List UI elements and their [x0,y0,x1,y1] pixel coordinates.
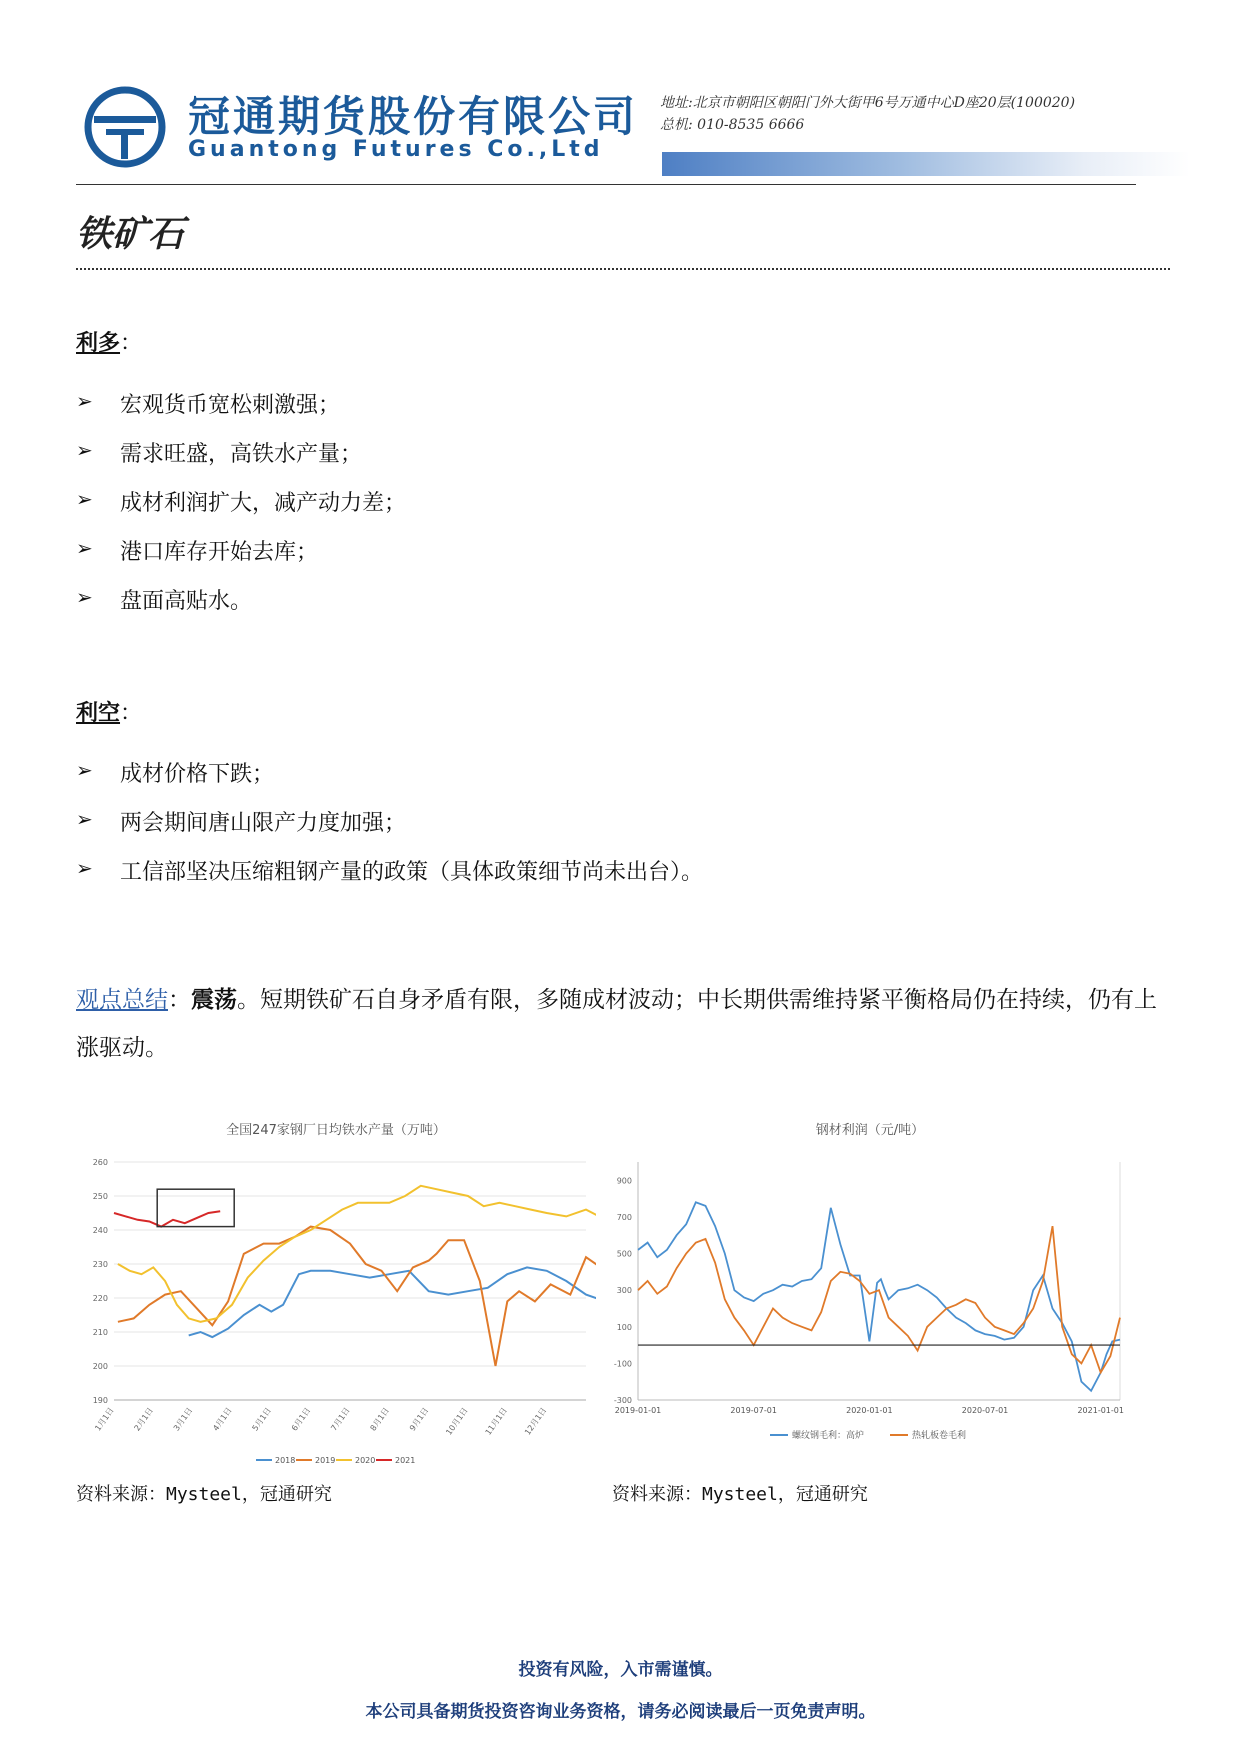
list-item-text: 盘面高贴水。 [120,589,253,614]
list-item [76,855,703,904]
legend-label: 2021 [395,1456,416,1465]
arrow-bullet-icon: ➢ [76,856,93,880]
dotted-divider [76,268,1170,270]
x-tick-label: 4月1日 [211,1405,234,1433]
y-tick-label: 260 [92,1158,108,1167]
y-tick-label: 190 [92,1396,108,1405]
y-tick-label: 230 [92,1260,108,1269]
bearish-list [76,757,703,904]
y-tick-label: 500 [616,1249,632,1259]
chart-title: 钢材利润（元/吨） [815,1123,925,1138]
y-tick-label: 250 [92,1192,108,1201]
phone: 总机: 010-8535 6666 [660,117,805,133]
disclaimer-note: 本公司具备期货投资咨询业务资格，请务必阅读最后一页免责声明。 [365,1702,876,1722]
x-tick-label: 2020-07-01 [961,1406,1009,1415]
list-item [76,486,406,535]
x-tick-label: 3月1日 [171,1405,195,1433]
section-title: 铁矿石 [76,213,185,255]
legend-label: 热轧板卷毛利 [912,1431,967,1441]
x-tick-label: 2月1日 [132,1405,155,1433]
y-tick-label: 100 [616,1322,632,1332]
list-item-text: 港口库存开始去库； [120,540,319,565]
source-right: 资料来源：Mysteel，冠通研究 [612,1484,868,1505]
y-tick-label: 220 [92,1294,108,1303]
contact-info [660,92,1075,136]
chart-title: 全国247家钢厂日均铁水产量（万吨） [226,1123,446,1138]
x-tick-label: 2019-01-01 [614,1406,662,1415]
legend-label: 螺纹钢毛利：高炉 [792,1431,865,1441]
y-tick-label: -100 [613,1359,632,1369]
bullish-heading-label: 利多 [76,330,121,356]
list-item [76,584,406,633]
summary-colon: ： [168,987,191,1013]
iron-output-chart [76,1110,596,1470]
x-tick-label: 8月1日 [368,1405,391,1433]
x-tick-label: 12月1日 [522,1405,549,1437]
arrow-bullet-icon: ➢ [76,536,93,560]
list-item-text: 成材价格下跌； [120,762,275,787]
summary-label: 观点总结 [76,987,168,1013]
list-item-text: 成材利润扩大，减产动力差； [120,491,407,516]
company-logo [84,86,166,168]
arrow-bullet-icon: ➢ [76,487,93,511]
summary-verdict: 震荡 [191,986,237,1013]
company-name-en: Guantong Futures Co.,Ltd [188,137,604,162]
source-left: 资料来源：Mysteel，冠通研究 [76,1484,332,1505]
address: 地址:北京市朝阳区朝阳门外大街甲6号万通中心D座20层(100020) [660,95,1076,111]
arrow-bullet-icon: ➢ [76,438,93,462]
header-gradient-bar [662,152,1190,176]
x-tick-label: 1月1日 [93,1405,116,1433]
series-line-2021 [114,1211,220,1226]
summary-text: 。短期铁矿石自身矛盾有限，多随成材波动；中长期供需维持紧平衡格局仍在持续，仍有上涨驱动。 [76,987,1157,1061]
x-tick-label: 11月1日 [483,1405,509,1437]
steel-profit-chart [600,1110,1140,1470]
legend-label: 2018 [275,1456,296,1465]
arrow-bullet-icon: ➢ [76,389,93,413]
list-item [76,806,703,855]
x-tick-label: 7月1日 [329,1405,352,1433]
y-tick-label: 240 [92,1226,108,1235]
bearish-heading-colon: ： [120,701,143,726]
highlight-box [157,1189,234,1226]
header-divider [76,184,1136,185]
bullish-heading [76,326,142,357]
bearish-heading-label: 利空 [76,700,121,726]
x-tick-label: 2019-07-01 [730,1406,777,1415]
list-item [76,757,703,806]
y-tick-label: 700 [616,1212,632,1222]
y-tick-label: 300 [616,1286,632,1296]
list-item-text: 两会期间唐山限产力度加强； [120,811,407,836]
company-name-cn: 冠通期货股份有限公司 [188,92,639,141]
series-line-2019 [118,1227,596,1366]
bullish-heading-colon: ： [120,331,143,356]
y-tick-label: -300 [613,1396,632,1405]
x-tick-label: 2021-01-01 [1077,1406,1124,1415]
x-tick-label: 6月1日 [289,1405,313,1433]
legend-label: 2020 [355,1456,376,1465]
risk-warning: 投资有风险，入市需谨慎。 [518,1660,723,1680]
y-tick-label: 900 [616,1176,632,1186]
list-item [76,388,406,437]
list-item-text: 工信部坚决压缩粗钢产量的政策（具体政策细节尚未出台）。 [120,860,704,885]
arrow-bullet-icon: ➢ [76,758,93,782]
list-item [76,535,406,584]
arrow-bullet-icon: ➢ [76,585,93,609]
x-tick-label: 2020-01-01 [846,1406,893,1415]
x-tick-label: 9月1日 [407,1405,431,1433]
list-item-text: 宏观货币宽松刺激强； [120,393,341,418]
bullish-list [76,388,406,633]
x-tick-label: 5月1日 [250,1405,273,1433]
y-tick-label: 210 [92,1328,108,1337]
legend-label: 2019 [315,1456,336,1465]
list-item [76,437,406,486]
summary-paragraph [76,976,1174,1072]
y-tick-label: 200 [92,1362,108,1371]
bearish-heading [76,696,142,727]
arrow-bullet-icon: ➢ [76,807,93,831]
series-line [638,1202,1120,1391]
x-tick-label: 10月1日 [444,1405,470,1437]
list-item-text: 需求旺盛，高铁水产量； [120,442,363,467]
series-line [638,1226,1120,1372]
